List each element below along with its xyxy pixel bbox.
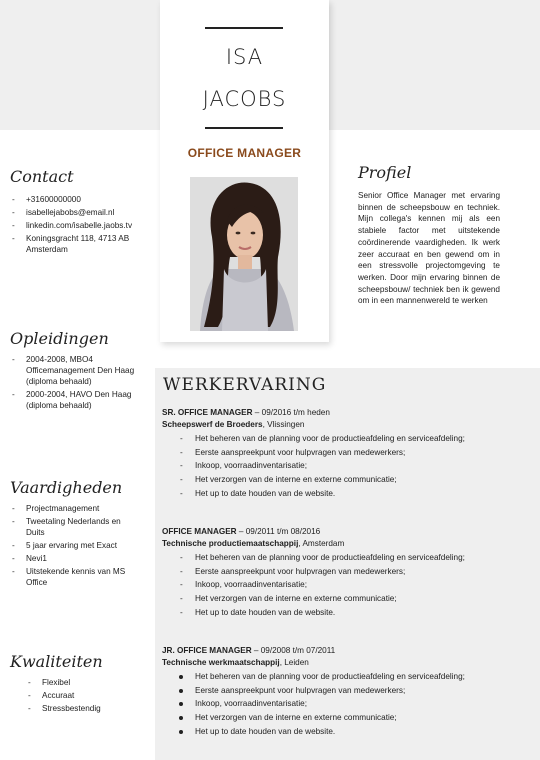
qualities-list — [26, 677, 136, 716]
list-item: - Het up to date houden van de website. — [162, 487, 532, 501]
list-item: - Inkoop, voorraadinventarisatie; — [162, 459, 532, 473]
list-item: - Eerste aanspreekpunt voor hulpvragen van medewerkers; — [162, 446, 532, 460]
job-heading — [162, 526, 532, 538]
job-heading — [162, 645, 532, 657]
divider — [205, 27, 283, 29]
list-item: - Het up to date houden van de website. — [162, 606, 532, 620]
list-item: Het up to date houden van de website. — [162, 725, 532, 739]
list-item: - linkedin.com/isabelle.jaobs.tv — [10, 220, 138, 231]
list-item: - Eerste aanspreekpunt voor hulpvragen van medewerkers; — [162, 565, 532, 579]
list-item: - Tweetaling Nederlands en Duits — [10, 516, 132, 538]
list-item: - Het beheren van de planning voor de productieafdeling en serviceafdeling; — [162, 432, 532, 446]
task-list — [162, 432, 532, 501]
list-item: Inkoop, voorraadinventarisatie; — [162, 697, 532, 711]
job-entry — [162, 645, 532, 739]
first-name: ISA — [225, 45, 264, 69]
job-heading — [162, 407, 532, 419]
divider — [205, 127, 283, 129]
portrait-image — [190, 177, 298, 331]
list-item: - Het verzorgen van de interne en externe communicatie; — [162, 473, 532, 487]
list-item: - Accuraat — [26, 690, 136, 701]
education-title: Opleidingen — [10, 329, 109, 348]
list-item: - Inkoop, voorraadinventarisatie; — [162, 578, 532, 592]
profile-text: Senior Office Manager met ervaring binnen de scheepsbouw en techniek. Mijn collega's kennen mij als een stabiele factor met uitstekende coördinerende vaardigheden. Ik werk zeer accuraat en ben gewend om in een stressvolle projectomgeving te werken. Door mijn ervaring binnen de scheepsbouw/ techniek ben ik gewend om in een mannenwereld te werken — [358, 191, 500, 306]
job-company-line — [162, 657, 532, 669]
education-list — [10, 354, 138, 413]
qualities-title: Kwaliteiten — [10, 652, 103, 671]
job-entry — [162, 407, 532, 501]
list-item: - Uitstekende kennis van MS Office — [10, 566, 132, 588]
skills-list — [10, 503, 132, 590]
contact-list — [10, 194, 138, 257]
job-title: OFFICE MANAGER — [162, 527, 237, 536]
list-item: - 2000-2004, HAVO Den Haag (diploma behaald) — [10, 389, 138, 411]
job-company: Scheepswerf de Broeders — [162, 420, 263, 429]
profile-photo — [190, 177, 298, 331]
job-period: – 09/2008 t/m 07/2011 — [251, 646, 336, 655]
task-list — [162, 670, 532, 739]
job-location: , Amsterdam — [298, 539, 345, 548]
job-company: Technische productiemaatschappij — [162, 539, 299, 548]
skills-title: Vaardigheden — [10, 478, 123, 497]
job-period: – 09/2016 t/m heden — [252, 408, 330, 417]
job-company-line — [162, 538, 532, 550]
list-item: - Het verzorgen van de interne en externe communicatie; — [162, 592, 532, 606]
job-title: SR. OFFICE MANAGER — [162, 408, 253, 417]
list-item: - 5 jaar ervaring met Exact — [10, 540, 132, 551]
list-item: Eerste aanspreekpunt voor hulpvragen van medewerkers; — [162, 684, 532, 698]
job-company-line — [162, 419, 532, 431]
name-card — [160, 0, 329, 342]
task-list — [162, 551, 532, 620]
list-item: - Nevi1 — [10, 553, 132, 564]
list-item: Het beheren van de planning voor de productieafdeling en serviceafdeling; — [162, 670, 532, 684]
job-title: JR. OFFICE MANAGER — [162, 646, 252, 655]
contact-title: Contact — [10, 167, 74, 186]
list-item: - Het beheren van de planning voor de productieafdeling en serviceafdeling; — [162, 551, 532, 565]
list-item: - isabellejabobs@email.nl — [10, 207, 138, 218]
job-location: , Leiden — [279, 658, 309, 667]
job-period: – 09/2011 t/m 08/2016 — [236, 527, 321, 536]
list-item: - Koningsgracht 118, 4713 AB Amsterdam — [10, 233, 138, 255]
last-name: JACOBS — [202, 87, 287, 111]
profile-title: Profiel — [358, 163, 412, 182]
list-item: Het verzorgen van de interne en externe communicatie; — [162, 711, 532, 725]
list-item: - Projectmanagement — [10, 503, 132, 514]
job-title: OFFICE MANAGER — [187, 146, 302, 160]
job-location: , Vlissingen — [262, 420, 305, 429]
list-item: - Stressbestendig — [26, 703, 136, 714]
list-item: - +31600000000 — [10, 194, 138, 205]
experience-title: WERKERVARING — [163, 375, 327, 395]
list-item: - Flexibel — [26, 677, 136, 688]
list-item: - 2004-2008, MBO4 Officemanagement Den Haag (diploma behaald) — [10, 354, 138, 387]
job-entry — [162, 526, 532, 620]
job-company: Technische werkmaatschappij — [162, 658, 280, 667]
